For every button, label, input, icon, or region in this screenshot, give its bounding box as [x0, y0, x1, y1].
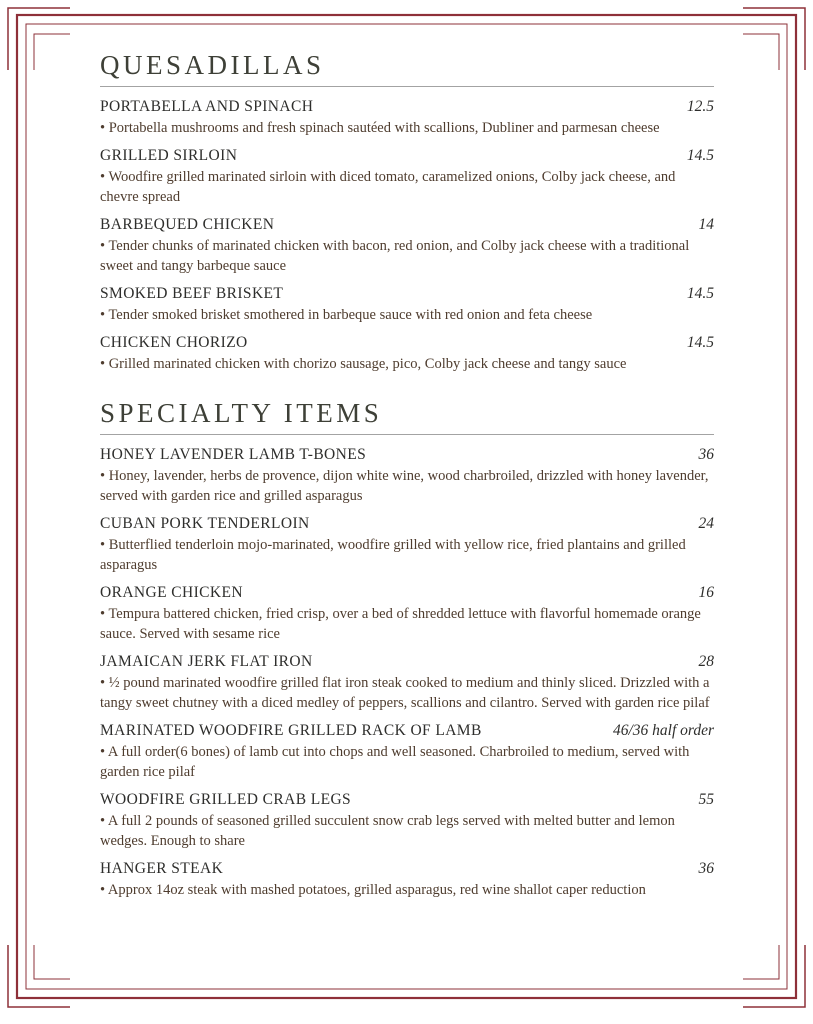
- item-name: CUBAN PORK TENDERLOIN: [100, 515, 310, 532]
- menu-content: [100, 50, 714, 909]
- item-name: SMOKED BEEF BRISKET: [100, 285, 284, 302]
- section-title: QUESADILLAS: [100, 50, 325, 80]
- item-name: HANGER STEAK: [100, 860, 224, 877]
- item-price: 36: [698, 860, 714, 877]
- item-description: • Approx 14oz steak with mashed potatoes, grilled asparagus, red wine shallot caper reduction: [100, 882, 646, 898]
- item-name: HONEY LAVENDER LAMB T-BONES: [100, 446, 367, 463]
- menu-item: [100, 860, 714, 900]
- menu-item: [100, 791, 714, 851]
- item-price: 14.5: [686, 285, 714, 302]
- section-title: SPECIALTY ITEMS: [100, 398, 383, 428]
- item-description: • A full order(6 bones) of lamb cut into chops and well seasoned. Charbroiled to medium, served with garden rice pilaf: [100, 744, 690, 780]
- item-description: • Tempura battered chicken, fried crisp, over a bed of shredded lettuce with flavorful homemade orange sauce. Served with sesame rice: [100, 606, 701, 642]
- item-price: 12.5: [686, 98, 714, 115]
- item-name: GRILLED SIRLOIN: [100, 147, 238, 164]
- item-name: WOODFIRE GRILLED CRAB LEGS: [100, 791, 352, 808]
- item-name: BARBEQUED CHICKEN: [100, 216, 275, 233]
- menu-section-specialty-items: [100, 398, 714, 900]
- item-price: 14: [698, 216, 714, 233]
- item-name: JAMAICAN JERK FLAT IRON: [100, 653, 313, 670]
- item-price: 14.5: [686, 147, 714, 164]
- item-description: • Tender chunks of marinated chicken with bacon, red onion, and Colby jack cheese with a traditional sweet and tangy barbeque sauce: [100, 238, 690, 274]
- item-description: • ½ pound marinated woodfire grilled flat iron steak cooked to medium and thinly sliced. Drizzled with a tangy sweet chutney with a diced medley of peppers, scallions and cilantro. Served with garden rice pilaf: [100, 675, 710, 711]
- menu-item: [100, 584, 714, 644]
- item-description: • Tender smoked brisket smothered in barbeque sauce with red onion and feta cheese: [100, 307, 593, 323]
- item-description: • A full 2 pounds of seasoned grilled succulent snow crab legs served with melted butter and lemon wedges. Enough to share: [100, 813, 675, 849]
- menu-section-quesadillas: [100, 50, 714, 374]
- item-name: ORANGE CHICKEN: [100, 584, 243, 601]
- item-price: 14.5: [686, 334, 714, 351]
- section-divider: [100, 434, 714, 435]
- menu-item: [100, 147, 714, 207]
- item-price: 46/36 half order: [612, 722, 714, 739]
- item-description: • Grilled marinated chicken with chorizo sausage, pico, Colby jack cheese and tangy sauce: [100, 356, 627, 372]
- item-name: CHICKEN CHORIZO: [100, 334, 248, 351]
- menu-item: [100, 98, 714, 138]
- menu-item: [100, 216, 714, 276]
- menu-item: [100, 334, 714, 374]
- item-name: MARINATED WOODFIRE GRILLED RACK OF LAMB: [100, 722, 482, 739]
- section-divider: [100, 86, 714, 87]
- item-description: • Portabella mushrooms and fresh spinach sautéed with scallions, Dubliner and parmesan cheese: [100, 120, 660, 136]
- menu-item: [100, 285, 714, 325]
- item-price: 36: [698, 446, 714, 463]
- item-name: PORTABELLA AND SPINACH: [100, 98, 314, 115]
- item-price: 55: [698, 791, 714, 808]
- menu-item: [100, 446, 714, 506]
- item-description: • Woodfire grilled marinated sirloin with diced tomato, caramelized onions, Colby jack cheese, and chevre spread: [100, 169, 676, 205]
- item-description: • Butterflied tenderloin mojo-marinated, woodfire grilled with yellow rice, fried plantains and grilled asparagus: [100, 537, 686, 573]
- item-description: • Honey, lavender, herbs de provence, dijon white wine, wood charbroiled, drizzled with honey lavender, served with garden rice and grilled asparagus: [100, 468, 709, 504]
- item-price: 24: [698, 515, 714, 532]
- menu-item: [100, 515, 714, 575]
- menu-item: [100, 722, 714, 782]
- item-price: 28: [698, 653, 714, 670]
- item-price: 16: [698, 584, 714, 601]
- menu-item: [100, 653, 714, 713]
